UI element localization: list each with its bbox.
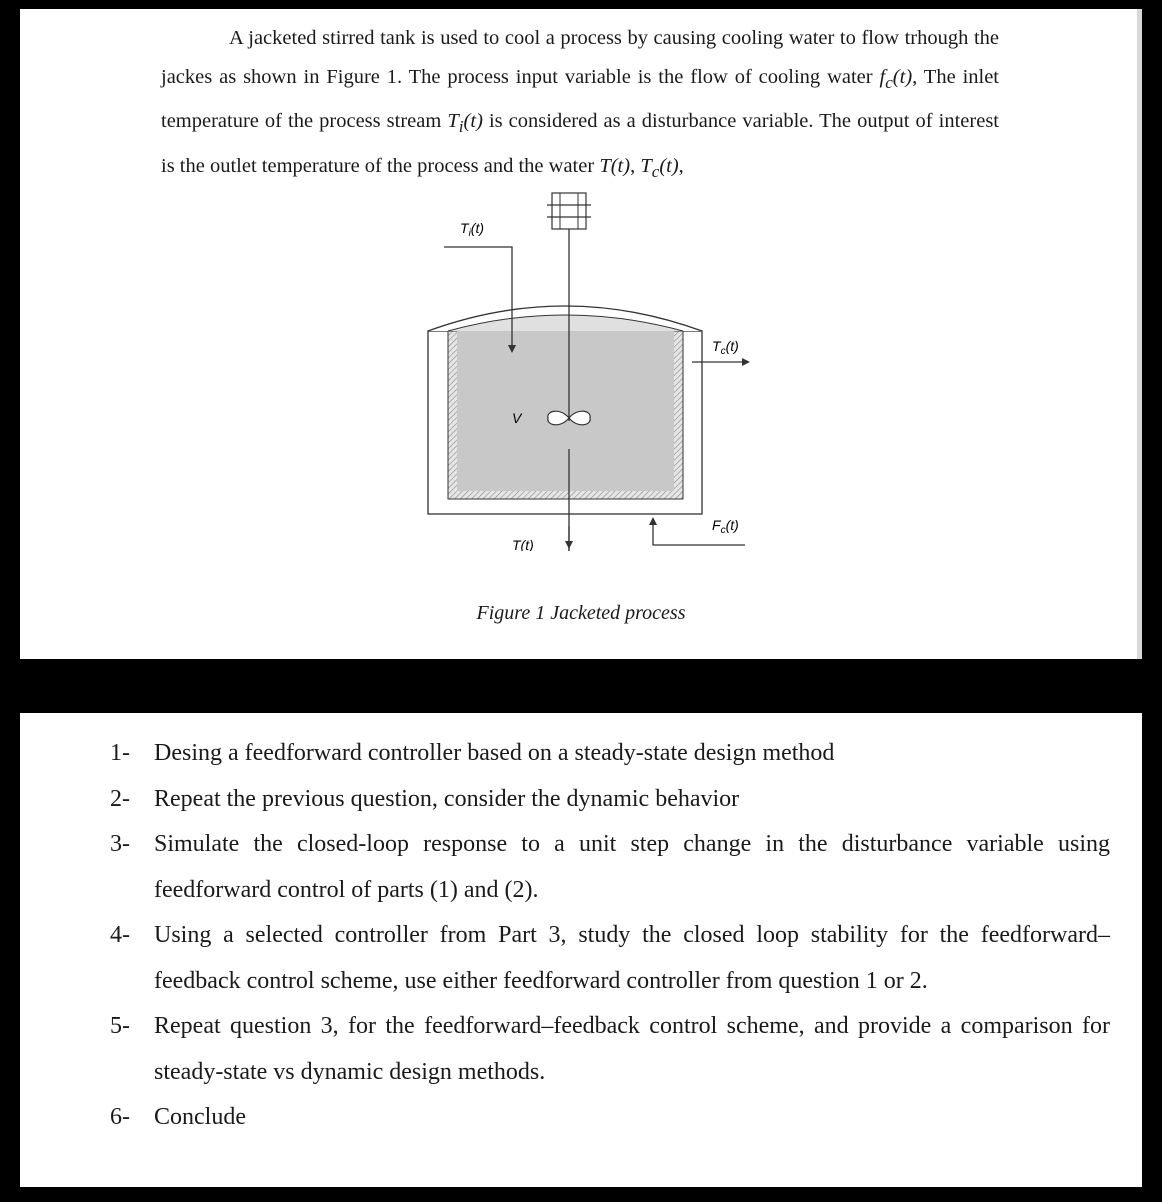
list-item: 5- Repeat question 3, for the feedforward–feedback control scheme, and provide a comparison for steady-state vs dynamic design methods. — [110, 1013, 1110, 1085]
ti-symbol: $T_i(t)$ — [447, 110, 483, 137]
t-symbol: T(t) — [599, 154, 631, 177]
list-item: 4- Using a selected controller from Part 3, study the closed loop stability for the feedforward–feedback control scheme, use either feedforward controller from question 1 or 2. — [110, 922, 1110, 994]
list-item: 3- Simulate the closed-loop response to a unit step change in the disturbance variable using feedforward control of parts (1) and (2). — [110, 831, 1110, 903]
questions-panel — [20, 713, 1142, 1187]
label-fc: $F_c(t)$ — [712, 517, 739, 536]
coolant-in-arrow-icon — [649, 517, 657, 525]
coolant-out-arrow-icon — [742, 358, 750, 366]
fc-symbol: $f_c(t)$ — [879, 65, 913, 92]
figure-caption: Figure 1 Jacketed process — [476, 602, 686, 624]
jacketed-tank-diagram — [410, 181, 750, 551]
list-item: 6- Conclude — [110, 1104, 246, 1130]
question-list — [110, 731, 1110, 1141]
intro-text-3: is considered as a disturbance variable. The output of interest is the outlet temperature of the process and the water — [161, 110, 999, 177]
intro-text-2: , The inlet temperature of the process stream — [161, 65, 1000, 133]
tank-liquid — [457, 331, 674, 491]
outlet-arrow-icon — [565, 541, 573, 549]
label-tc: $T_c(t)$ — [712, 338, 739, 357]
tc-symbol: $T_c(t)$ — [640, 154, 679, 181]
inlet-pipe — [444, 247, 512, 319]
label-ti: $T_i(t)$ — [460, 220, 485, 239]
problem-statement-panel — [20, 9, 1142, 659]
label-t: T(t) — [512, 537, 534, 551]
intro-paragraph: A jacketed stirred tank is used to cool a process by causing cooling water to flow trhough the jackes as shown in Figure 1. The process input variable is the flow of cooling water $f_c(t)$, The inlet temperature of the process stream $T_i(t)$ is considered as a disturbance variable. The output of interest is the outlet temperature of the process and the water T(t), $T_c(t)$, — [161, 27, 1000, 181]
motor-icon — [547, 193, 591, 229]
list-item: 2- Repeat the previous question, consider the dynamic behavior — [110, 785, 740, 812]
list-item: 1- Desing a feedforward controller based on a steady-state design method — [110, 740, 835, 766]
intro-text-1: A jacketed stirred tank is used to cool a process by causing cooling water to flow trhough the jackes as shown in Figure 1. The process input variable is the flow of cooling water — [161, 27, 999, 88]
label-v: V — [512, 410, 522, 426]
